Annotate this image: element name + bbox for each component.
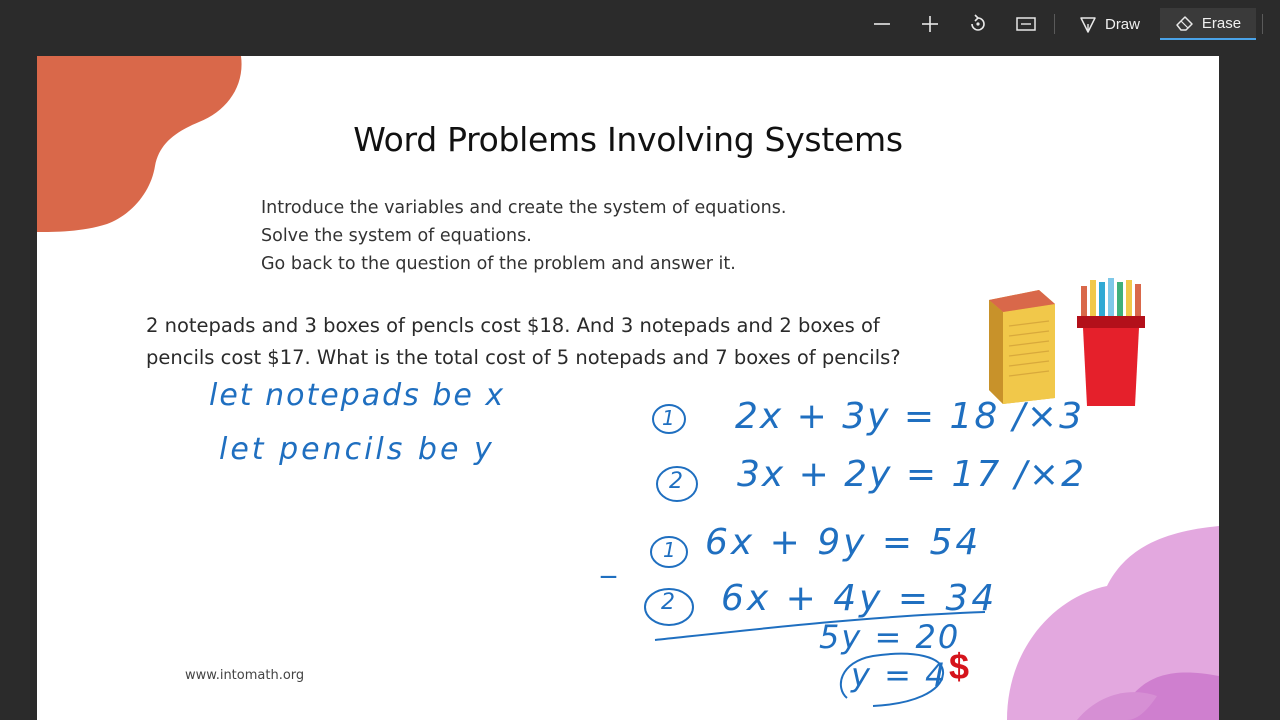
draw-label: Draw (1104, 15, 1140, 33)
footer-url: www.intomath.org (185, 668, 305, 683)
handwritten-equation-1: 2x + 3y = 18 /×3 (735, 396, 1084, 437)
dollar-icon: $ (949, 646, 970, 687)
fit-page-icon (1016, 16, 1036, 32)
equation-number: 1 (663, 538, 676, 562)
step-item: Go back to the question of the problem and answer it. (261, 254, 736, 274)
draw-button[interactable] (1068, 8, 1150, 40)
handwritten-let-x: let notepads be x (209, 378, 506, 413)
equation-number: 2 (669, 469, 683, 494)
steps-list (261, 194, 786, 278)
eraser-icon (1175, 13, 1195, 33)
slide-page (37, 56, 1219, 720)
handwritten-equation-3: 6x + 9y = 54 (705, 522, 982, 563)
minus-icon (873, 15, 891, 33)
handwritten-equation-2: 3x + 2y = 17 /×2 (737, 454, 1086, 495)
zoom-in-button[interactable] (914, 8, 946, 40)
step-item: Introduce the variables and create the system of equations. (261, 198, 787, 218)
minus-sign: _ (601, 544, 616, 579)
handwritten-equation-4: 6x + 4y = 34 (721, 578, 998, 619)
pdf-toolbar (0, 0, 1280, 48)
rotate-button[interactable] (962, 8, 994, 40)
pencil-cup-illustration (1077, 276, 1147, 408)
draw-pen-icon (1078, 14, 1098, 34)
problem-line: 2 notepads and 3 boxes of pencls cost $18. And 3 notepads and 2 boxes of (146, 314, 880, 337)
toolbar-divider (1054, 14, 1055, 34)
zoom-out-button[interactable] (866, 8, 898, 40)
slide-title: Word Problems Involving Systems (353, 120, 903, 159)
problem-text (146, 310, 946, 374)
problem-line: pencils cost $17. What is the total cost of 5 notepads and 7 boxes of pencils? (146, 346, 901, 369)
step-item: Solve the system of equations. (261, 226, 532, 246)
handwritten-result-y: y = 4 (851, 656, 948, 694)
equation-number: 2 (661, 590, 675, 615)
equation-number: 1 (662, 406, 675, 430)
erase-label: Erase (1201, 14, 1242, 32)
fit-page-button[interactable] (1010, 8, 1042, 40)
notepad-illustration (983, 286, 1059, 406)
plus-icon (921, 15, 939, 33)
erase-button[interactable] (1160, 8, 1256, 40)
toolbar-divider-end (1262, 14, 1263, 34)
rotate-icon (968, 14, 988, 34)
pink-flower-decoration (997, 526, 1219, 720)
handwritten-let-y: let pencils be y (219, 432, 495, 467)
handwritten-result-5y: 5y = 20 (819, 618, 961, 656)
